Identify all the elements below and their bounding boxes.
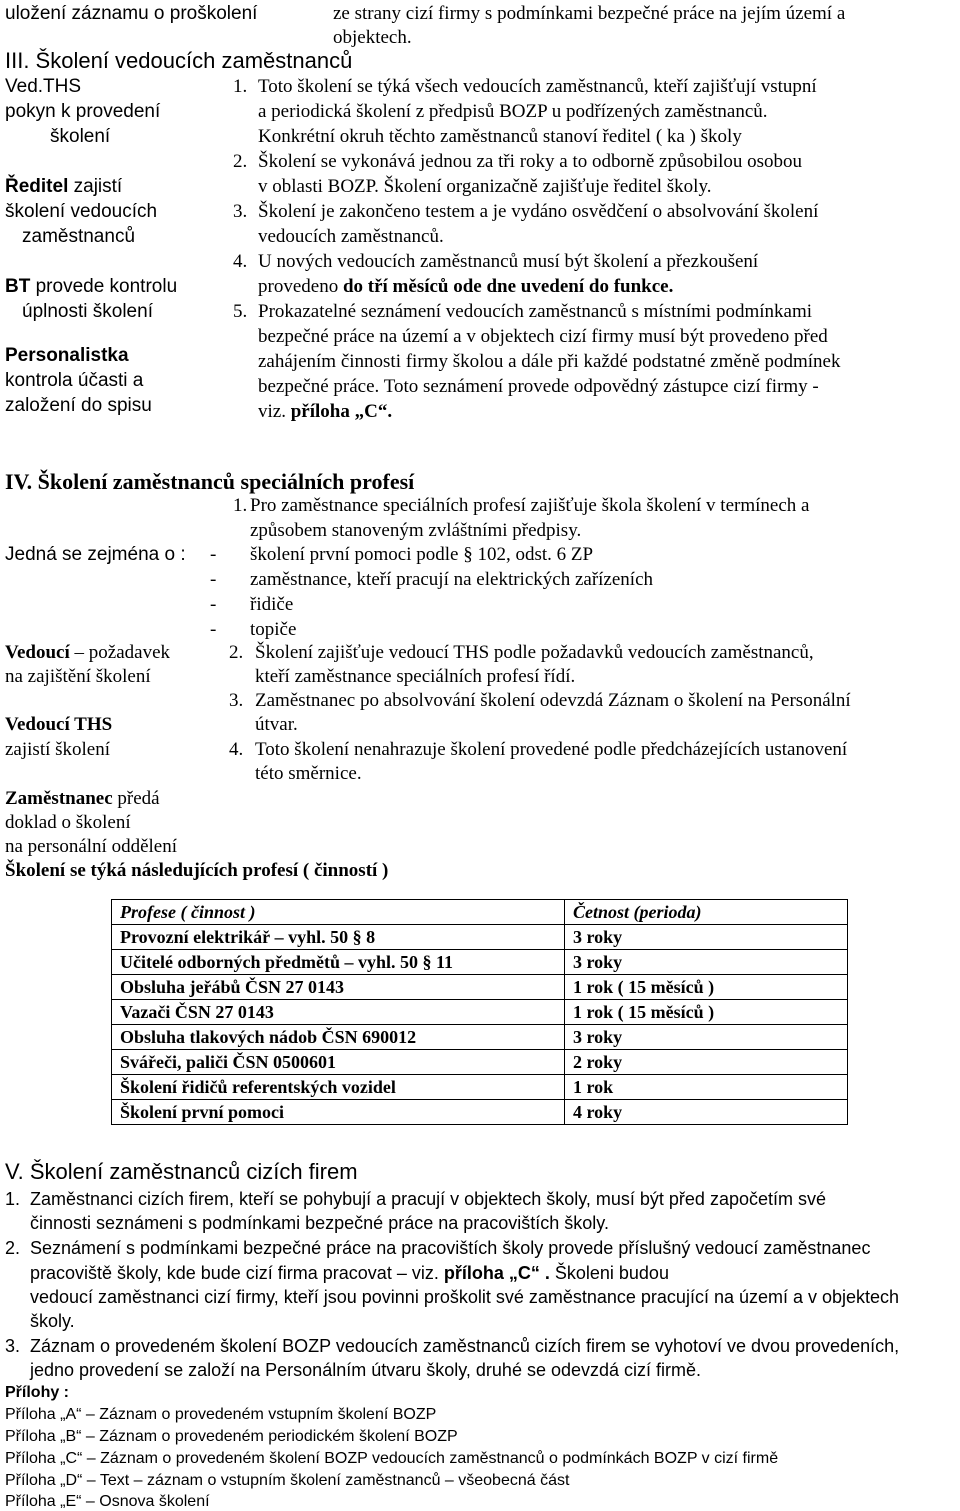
- table-row: [112, 1100, 848, 1125]
- attachment-item: Příloha „A“ – Záznam o provedeném vstupním školení BOZP: [5, 1406, 437, 1423]
- list-number: 2.: [233, 151, 248, 172]
- list-number: 1.: [233, 76, 248, 97]
- table-row: [112, 1050, 848, 1075]
- list-intro: Jedná se zejména o :: [5, 544, 186, 565]
- table-row: [112, 1000, 848, 1025]
- column-header: Četnost (perioda): [565, 900, 848, 925]
- list-item-line: v oblasti BOZP. Školení organizačně zajišťuje ředitel školy.: [258, 176, 712, 197]
- table-row: [112, 975, 848, 1000]
- list-item-line: Toto školení nenahrazuje školení provedené podle předcházejících ustanovení: [255, 739, 848, 760]
- table-cell: 3 roky: [565, 1025, 848, 1050]
- list-number: 3.: [233, 201, 248, 222]
- table-cell: Školení první pomoci: [112, 1100, 565, 1125]
- list-number: 2.: [5, 1238, 21, 1258]
- margin-note: Ved.THS: [5, 76, 82, 97]
- margin-note: založení do spisu: [5, 395, 152, 416]
- attachment-item: Příloha „D“ – Text – záznam o vstupním školení zaměstnanců – všeobecná část: [5, 1472, 570, 1489]
- table-header-row: [112, 900, 848, 925]
- list-item: zaměstnance, kteří pracují na elektrických zařízeních: [250, 569, 653, 590]
- list-item-line: Toto školení se týká všech vedoucích zaměstnanců, kteří zajišťují vstupní: [258, 76, 817, 97]
- margin-note: na zajištění školení: [5, 666, 151, 687]
- column-header: Profese ( činnost ): [112, 900, 565, 925]
- section-title-5: V. Školení zaměstnanců cizích firem: [5, 1159, 358, 1184]
- table-row: [112, 1025, 848, 1050]
- table-cell: 1 rok: [565, 1075, 848, 1100]
- list-number: 4.: [229, 739, 244, 760]
- list-item-line: Zaměstnanec po absolvování školení odevzdá Záznam o školení na Personální: [255, 690, 851, 711]
- table-cell: Provozní elektrikář – vyhl. 50 § 8: [112, 925, 565, 950]
- attachment-item: Příloha „E“ – Osnova školení: [5, 1493, 210, 1510]
- list-item-line: způsobem stanoveným zvláštními předpisy.: [250, 520, 582, 541]
- list-item-line: jedno provedení se založí na Personálním útvaru školy, druhé se odevzdá cizí firmě.: [30, 1360, 702, 1380]
- list-number: 5.: [233, 301, 248, 322]
- list-number: 1.: [233, 495, 248, 516]
- margin-note: školení: [50, 126, 111, 147]
- list-item-line: činnosti seznámeni s podmínkami bezpečné práce na pracovištích školy.: [30, 1213, 609, 1233]
- attachment-item: Příloha „C“ – Záznam o provedeném školení BOZP vedoucích zaměstnanců o podmínkách BOZP v cizí firmě: [5, 1450, 779, 1467]
- list-item-line: bezpečné práce na území a v objektech cizí firmy musí být provedeno před: [258, 326, 828, 347]
- table-cell: 2 roky: [565, 1050, 848, 1075]
- list-item-line: Konkrétní okruh těchto zaměstnanců stanoví ředitel ( ka ) školy: [258, 126, 742, 147]
- table-cell: Obsluha jeřábů ČSN 27 0143: [112, 975, 565, 1000]
- attachments-title: Přílohy :: [5, 1384, 70, 1401]
- table-row: [112, 925, 848, 950]
- list-item-line: této směrnice.: [255, 763, 362, 784]
- list-number: 2.: [229, 642, 244, 663]
- margin-note: Vedoucí THS: [5, 714, 113, 735]
- table-cell: Učitelé odborných předmětů – vyhl. 50 § 11: [112, 950, 565, 975]
- margin-note: zaměstnanců: [22, 226, 136, 247]
- list-number: 3.: [5, 1336, 21, 1356]
- list-item-line: Pro zaměstnance speciálních profesí zajišťuje škola školení v termínech a: [250, 495, 810, 516]
- table-heading: Školení se týká následujících profesí ( činností ): [5, 860, 389, 881]
- margin-note: školení vedoucích: [5, 201, 158, 222]
- margin-note: Personalistka: [5, 345, 129, 366]
- list-number: 4.: [233, 251, 248, 272]
- list-item-line: Prokazatelné seznámení vedoucích zaměstnanců s místními podmínkami: [258, 301, 813, 322]
- dash: -: [210, 619, 217, 640]
- margin-note: Ředitel zajistí: [5, 176, 123, 197]
- attachment-item: Příloha „B“ – Záznam o provedeném periodickém školení BOZP: [5, 1428, 458, 1445]
- list-item-line: vedoucí zaměstnanci cizí firmy, kteří jsou povinni proškolit své zaměstnance pracující na území a v objektech: [30, 1287, 900, 1307]
- list-item-line: pracoviště školy, kde bude cizí firma pracovat – viz. příloha „C“ . Školeni budou: [30, 1263, 669, 1283]
- margin-note: Vedoucí – požadavek: [5, 642, 170, 663]
- list-item: topiče: [250, 619, 297, 640]
- margin-note-record: uložení záznamu o proškolení: [5, 3, 258, 24]
- table-row: [112, 950, 848, 975]
- section-title-4: IV. Školení zaměstnanců speciálních profesí: [5, 469, 415, 494]
- list-item-line: Školení zajišťuje vedoucí THS podle požadavků vedoucích zaměstnanců,: [255, 642, 814, 663]
- list-number: 1.: [5, 1189, 21, 1209]
- list-item-line: kteří zaměstnance speciálních profesí řídí.: [255, 666, 576, 687]
- table-cell: Vazači ČSN 27 0143: [112, 1000, 565, 1025]
- list-item-line: vedoucích zaměstnanců.: [258, 226, 444, 247]
- profession-table: [111, 899, 848, 1125]
- margin-note: pokyn k provedení: [5, 101, 161, 122]
- margin-note: zajistí školení: [5, 739, 111, 760]
- list-item-line: Školení se vykonává jednou za tři roky a to odborně způsobilou osobou: [258, 151, 803, 172]
- list-item: školení první pomoci podle § 102, odst. 6 ZP: [250, 544, 594, 565]
- continuation-line: objektech.: [333, 27, 412, 48]
- margin-note: úplnosti školení: [22, 301, 153, 322]
- list-item: řidiče: [250, 594, 294, 615]
- table-cell: 1 rok ( 15 měsíců ): [565, 975, 848, 1000]
- list-item-line: a periodická školení z předpisů BOZP u podřízených zaměstnanců.: [258, 101, 768, 122]
- section-title-3: III. Školení vedoucích zaměstnanců: [5, 48, 353, 73]
- table-cell: Obsluha tlakových nádob ČSN 690012: [112, 1025, 565, 1050]
- table-cell: 3 roky: [565, 925, 848, 950]
- list-number: 3.: [229, 690, 244, 711]
- table-cell: Svářeči, paliči ČSN 0500601: [112, 1050, 565, 1075]
- list-item-line: Záznam o provedeném školení BOZP vedoucích zaměstnanců cizích firem se vyhotoví ve dvou provedeních,: [30, 1336, 900, 1356]
- margin-note: BT provede kontrolu: [5, 276, 178, 297]
- list-item-line: školy.: [30, 1311, 75, 1331]
- list-item-line: viz. příloha „C“.: [258, 401, 393, 422]
- list-item-line: Seznámení s podmínkami bezpečné práce na pracovištích školy provede příslušný vedoucí zaměstnanec: [30, 1238, 871, 1258]
- dash: -: [210, 594, 217, 615]
- list-item-line: Školení je zakončeno testem a je vydáno osvědčení o absolvování školení: [258, 201, 819, 222]
- list-item-line: U nových vedoucích zaměstnanců musí být školení a přezkoušení: [258, 251, 759, 272]
- list-item-line: útvar.: [255, 714, 298, 735]
- list-item-line: zahájením činnosti firmy školou a dále při každé podstatné změně podmínek: [258, 351, 841, 372]
- continuation-line: ze strany cizí firmy s podmínkami bezpečné práce na jejím území a: [333, 3, 846, 24]
- list-item-line: bezpečné práce. Toto seznámení provede odpovědný zástupce cizí firmy -: [258, 376, 819, 397]
- margin-note: Zaměstnanec předá: [5, 788, 160, 809]
- list-item-line: provedeno do tří měsíců ode dne uvedení do funkce.: [258, 276, 674, 297]
- margin-note: doklad o školení: [5, 812, 131, 833]
- table-cell: 1 rok ( 15 měsíců ): [565, 1000, 848, 1025]
- table-cell: 4 roky: [565, 1100, 848, 1125]
- table-cell: 3 roky: [565, 950, 848, 975]
- table-row: [112, 1075, 848, 1100]
- table-cell: Školení řidičů referentských vozidel: [112, 1075, 565, 1100]
- dash: -: [210, 544, 217, 565]
- margin-note: na personální oddělení: [5, 836, 178, 857]
- list-item-line: Zaměstnanci cizích firem, kteří se pohybují a pracují v objektech školy, musí být před započetím své: [30, 1189, 826, 1209]
- margin-note: kontrola účasti a: [5, 370, 144, 391]
- dash: -: [210, 569, 217, 590]
